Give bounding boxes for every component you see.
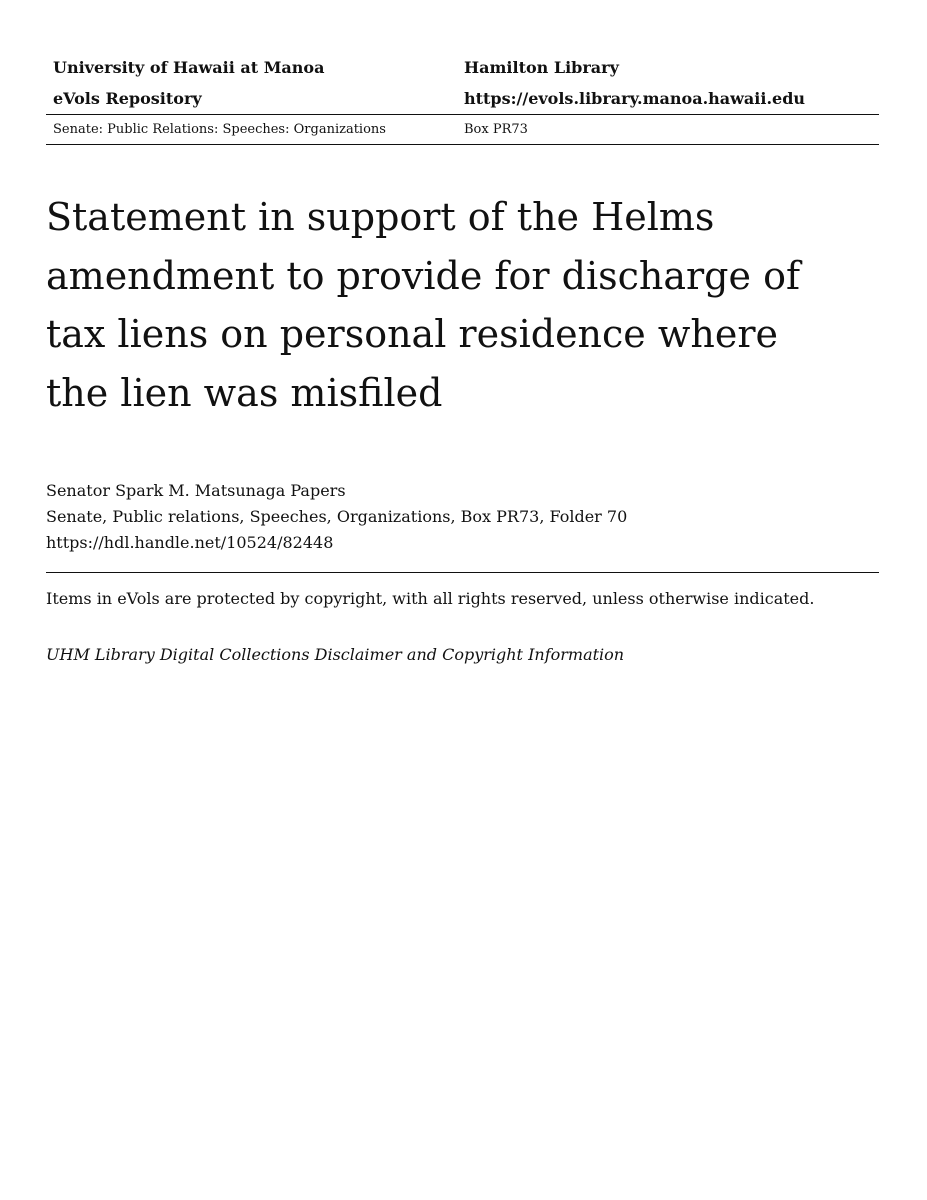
repository-name: eVols Repository	[53, 89, 202, 108]
papers-collection: Senator Spark M. Matsunaga Papers	[46, 481, 346, 500]
header-row-top	[46, 52, 879, 83]
library-name: Hamilton Library	[464, 58, 619, 77]
institution-name: University of Hawaii at Manoa	[53, 58, 325, 77]
document-header	[46, 52, 879, 145]
header-divider-bottom	[46, 144, 879, 145]
collection-path: Senate: Public Relations: Speeches: Organizations	[53, 122, 386, 137]
box-label: Box PR73	[464, 122, 528, 137]
document-title: Statement in support of the Helms amendment to provide for discharge of tax liens on personal residence where the lien was misfiled	[46, 195, 801, 415]
repository-url: https://evols.library.manoa.hawaii.edu	[464, 89, 806, 108]
content-divider	[46, 572, 879, 573]
handle-link[interactable]: https://hdl.handle.net/10524/82448	[46, 533, 334, 552]
copyright-notice: Items in eVols are protected by copyright, with all rights reserved, unless otherwise indicated.	[46, 589, 815, 608]
disclaimer-link[interactable]: UHM Library Digital Collections Disclaimer and Copyright Information	[46, 645, 625, 664]
header-row-collection	[46, 115, 879, 144]
document-metadata	[46, 478, 627, 556]
header-row-second	[46, 83, 879, 114]
folder-location: Senate, Public relations, Speeches, Organizations, Box PR73, Folder 70	[46, 507, 628, 526]
